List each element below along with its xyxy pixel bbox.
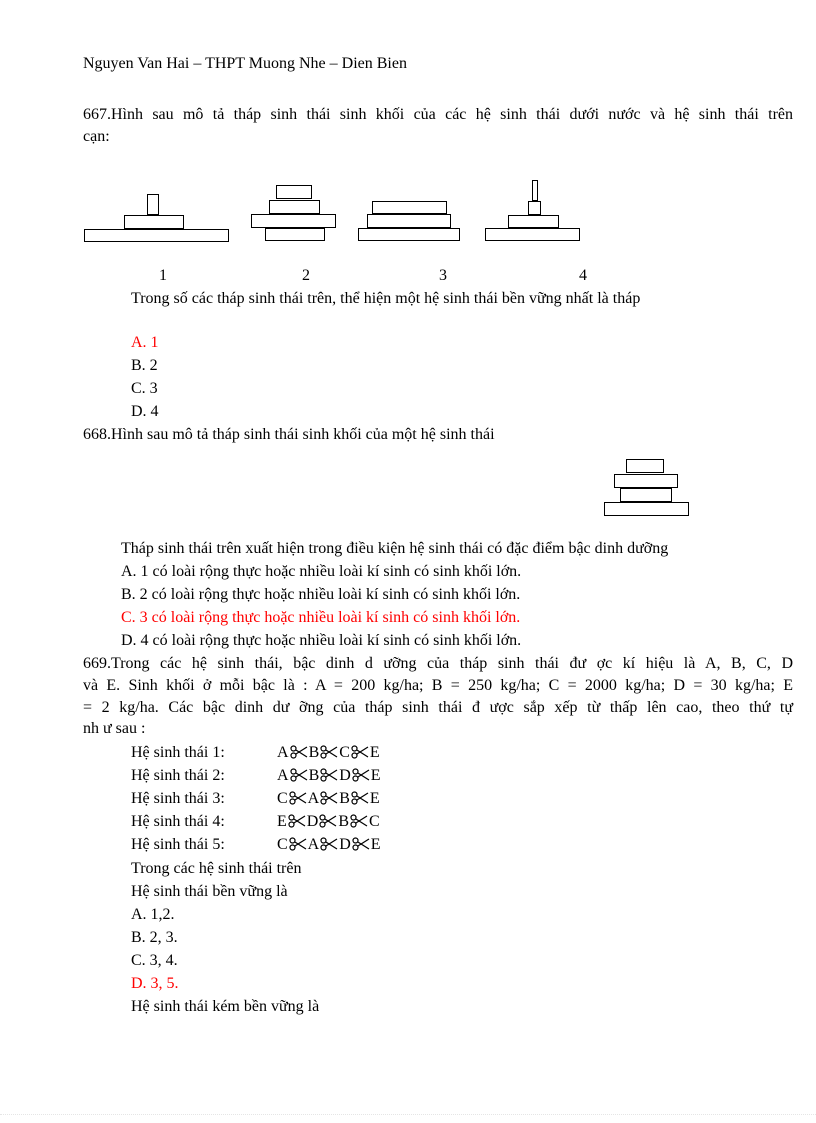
trophic-level: C (277, 790, 288, 807)
trophic-level: C (339, 744, 350, 761)
q668-option-b: B. 2 có loài rộng thực hoặc nhiều loài kí sinh có sinh khối lớn. (121, 586, 521, 603)
trophic-level: B (308, 767, 320, 784)
q669-stem-line3: = 2 kg/ha. Các bậc dinh dư ỡng của tháp sinh thái đ ược sắp xếp từ thấp lên cao, theo thứ tự (83, 699, 793, 716)
q669-option-d: D. 3, 5. (131, 975, 179, 992)
q668-stem: 668.Hình sau mô tả tháp sinh thái sinh khối của một hệ sinh thái (83, 426, 495, 443)
q669-option-c: C. 3, 4. (131, 952, 178, 969)
q667-option-c: C. 3 (131, 380, 158, 397)
ecosystem-chain (277, 835, 381, 855)
trophic-level: E (369, 790, 380, 807)
q668-option-a: A. 1 có loài rộng thực hoặc nhiều loài kí sinh có sinh khối lớn. (121, 563, 522, 580)
q669-stem-line1: 669.Trong các hệ sinh thái, bậc dinh d ưỡng của tháp sinh thái đư ợc kí hiệu là A, B, C, D (83, 655, 793, 672)
trophic-level: D (339, 836, 351, 853)
ecosystem-label: Hệ sinh thái 5: (131, 836, 225, 853)
q667-question: Trong số các tháp sinh thái trên, thể hiện một hệ sinh thái bền vững nhất là tháp (131, 290, 641, 307)
trophic-level: E (370, 836, 381, 853)
q667-option-b: B. 2 (131, 357, 158, 374)
scissors-icon (349, 812, 369, 832)
scissors-icon (318, 812, 338, 832)
q669-sub-question-2: Hệ sinh thái kém bền vững là (131, 998, 320, 1015)
trophic-level: B (339, 790, 350, 807)
q667-option-a: A. 1 (131, 334, 159, 351)
ecosystem-chain (277, 766, 381, 786)
q667-stem-line2: cạn: (83, 128, 110, 145)
scissors-icon (288, 789, 308, 809)
trophic-level: D (306, 813, 319, 830)
q669-stem-line2: và E. Sinh khối ở mỗi bậc là : A = 200 kg/ha; B = 250 kg/ha; C = 2000 kg/ha; D = 30 kg/ha; E (83, 677, 793, 694)
scissors-icon (351, 766, 371, 786)
page-bottom-divider (0, 1114, 816, 1115)
ecosystem-label: Hệ sinh thái 1: (131, 744, 225, 761)
q669-option-a: A. 1,2. (131, 906, 175, 923)
pyramid-label-1: 1 (159, 267, 167, 284)
q668-option-c: C. 3 có loài rộng thực hoặc nhiều loài kí sinh có sinh khối lớn. (121, 609, 521, 626)
scissors-icon (319, 835, 339, 855)
trophic-level: E (277, 813, 287, 830)
ecosystem-label: Hệ sinh thái 2: (131, 767, 225, 784)
page-header: Nguyen Van Hai – THPT Muong Nhe – Dien Bien (83, 55, 407, 72)
scissors-icon (289, 743, 309, 763)
scissors-icon (350, 789, 370, 809)
q667-option-d: D. 4 (131, 403, 159, 420)
scissors-icon (287, 812, 307, 832)
ecosystem-chain (277, 743, 380, 763)
pyramid-label-4: 4 (579, 267, 587, 284)
scissors-icon (319, 743, 339, 763)
scissors-icon (350, 743, 370, 763)
trophic-level: B (338, 813, 350, 830)
ecosystem-label: Hệ sinh thái 3: (131, 790, 225, 807)
trophic-level: A (307, 790, 320, 807)
scissors-icon (319, 789, 339, 809)
ecosystem-chain (277, 812, 380, 832)
scissors-icon (288, 835, 308, 855)
ecosystem-chain (277, 789, 380, 809)
pyramid-label-3: 3 (439, 267, 447, 284)
q669-intro: Trong các hệ sinh thái trên (131, 860, 302, 877)
trophic-level: A (277, 767, 289, 784)
trophic-level: D (339, 767, 351, 784)
ecosystem-label: Hệ sinh thái 4: (131, 813, 225, 830)
q669-stem-line4: nh ư sau : (83, 720, 146, 737)
q667-stem-line1: 667.Hình sau mô tả tháp sinh thái sinh khối của các hệ sinh thái dưới nước và hệ sinh thái trên (83, 106, 793, 123)
q669-sub-question-1: Hệ sinh thái bền vững là (131, 883, 288, 900)
trophic-level: E (370, 767, 381, 784)
q668-option-d: D. 4 có loài rộng thực hoặc nhiều loài kí sinh có sinh khối lớn. (121, 632, 522, 649)
q668-question: Tháp sinh thái trên xuất hiện trong điều kiện hệ sinh thái có đặc điểm bậc dinh dưỡng (121, 540, 669, 557)
trophic-level: C (369, 813, 380, 830)
scissors-icon (319, 766, 339, 786)
q669-option-b: B. 2, 3. (131, 929, 178, 946)
trophic-level: E (369, 744, 380, 761)
trophic-level: C (277, 836, 288, 853)
trophic-level: B (308, 744, 320, 761)
trophic-level: A (307, 836, 320, 853)
scissors-icon (351, 835, 371, 855)
scissors-icon (289, 766, 309, 786)
trophic-level: A (277, 744, 289, 761)
pyramid-label-2: 2 (302, 267, 310, 284)
